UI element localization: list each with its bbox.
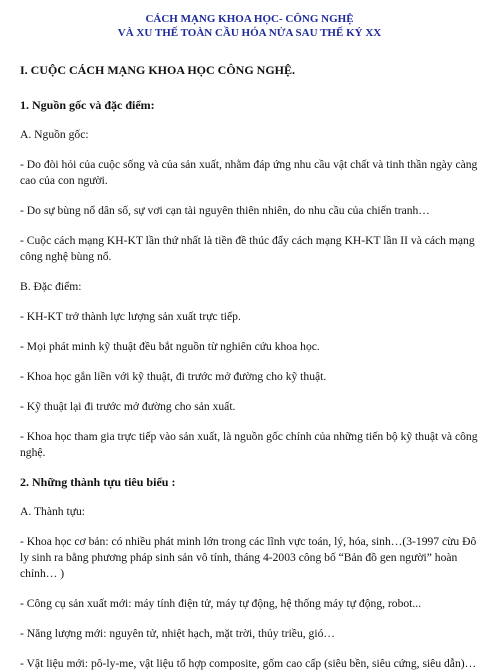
features-label: B. Đặc điểm: [20,280,82,293]
feature-item: - Mọi phát minh kỹ thuật đều bắt nguồn từ nghiên cứu khoa học. [20,340,320,353]
title-line-2: VÀ XU THẾ TOÀN CẦU HÓA NỬA SAU THẾ KỶ XX [117,27,382,39]
achievement-item: - Công cụ sản xuất mới: máy tính điện tử, máy tự động, hệ thống máy tự động, robot... [20,597,422,610]
origin-item: - Do đòi hỏi của cuộc sống và của sản xuất, nhằm đáp ứng nhu cầu vật chất và tinh thần ngày càng cao của con người. [20,158,478,187]
subsection-2-heading: 2. Những thành tựu tiêu biểu : [20,475,176,489]
origin-item: - Cuộc cách mạng KH-KT lần thứ nhất là tiền đề thúc đẩy cách mạng KH-KT lần II và cách mạng công nghệ bùng nổ. [20,234,475,263]
origin-item: - Do sự bùng nổ dân số, sự vơi cạn tài nguyên thiên nhiên, do nhu cầu của chiến tranh… [20,204,430,217]
title-block [20,12,479,40]
feature-item: - Khoa học gắn liền với kỹ thuật, đi trước mở đường cho kỹ thuật. [20,370,327,383]
achievements-label: A. Thành tựu: [20,505,85,518]
feature-item: - Kỹ thuật lại đi trước mở đường cho sản xuất. [20,400,236,413]
achievement-item: - Năng lượng mới: nguyên tử, nhiệt hạch, mặt trời, thủy triều, gió… [20,627,335,640]
feature-item: - Khoa học tham gia trực tiếp vào sản xuất, là nguồn gốc chính của những tiến bộ kỹ thuật và công nghệ. [20,430,478,459]
title-line-1: CÁCH MẠNG KHOA HỌC- CÔNG NGHỆ [145,13,354,25]
achievement-item: - Khoa học cơ bản: có nhiều phát minh lớn trong các lĩnh vực toán, lý, hóa, sinh…(3-1997 cừu Đô ly sinh ra bằng phương pháp sinh sản vô tính, tháng 4-2003 công bố “Bản đồ gen người” hoàn chỉnh… ) [20,535,477,580]
section-1-heading: I. CUỘC CÁCH MẠNG KHOA HỌC CÔNG NGHỆ. [20,63,296,77]
subsection-1-heading: 1. Nguồn gốc và đặc điểm: [20,98,155,112]
achievement-item: - Vật liệu mới: pô-ly-me, vật liệu tổ hợp composite, gốm cao cấp (siêu bền, siêu cứng, siêu dẫn)… [20,657,477,670]
origins-label: A. Nguồn gốc: [20,128,89,141]
feature-item: - KH-KT trở thành lực lượng sản xuất trực tiếp. [20,310,241,323]
